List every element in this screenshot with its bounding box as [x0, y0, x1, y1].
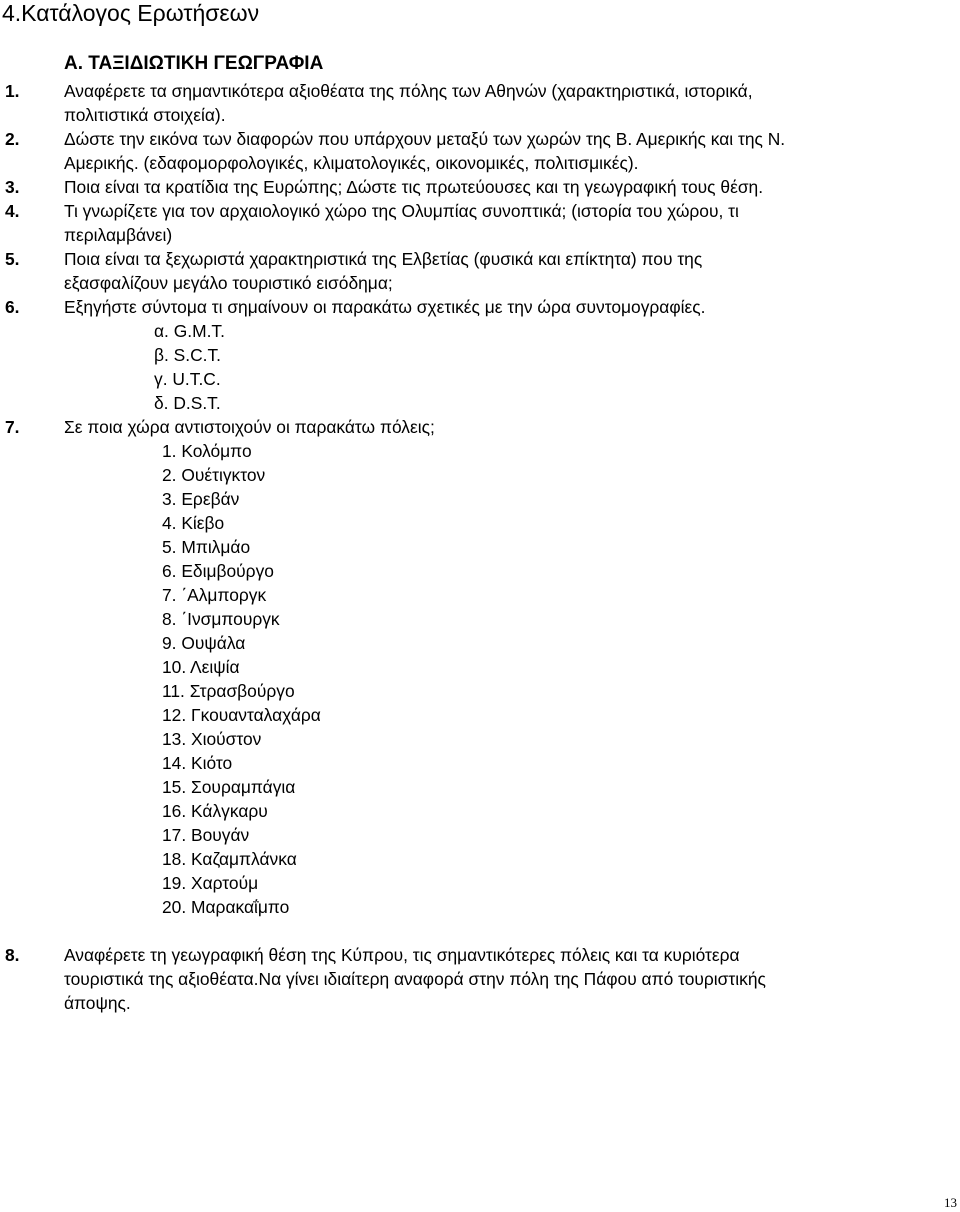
city-item: 11. Στρασβούργο	[162, 681, 295, 701]
question-text-line: Δώστε την εικόνα των διαφορών που υπάρχουν μεταξύ των χωρών της Β. Αμερικής και της Ν.	[64, 129, 786, 149]
city-item: 15. Σουραμπάγια	[162, 777, 296, 797]
question-6	[0, 295, 900, 415]
page-title: 4.Κατάλογος Ερωτήσεων	[2, 0, 260, 26]
question-text-line: Ποια είναι τα ξεχωριστά χαρακτηριστικά της Ελβετίας (φυσικά και επίκτητα) που της	[64, 249, 703, 269]
question-4	[0, 199, 900, 247]
city-item: 14. Κιότο	[162, 753, 233, 773]
city-item: 9. Ουψάλα	[162, 633, 246, 653]
question-text-line: εξασφαλίζουν μεγάλο τουριστικό εισόδημα;	[64, 273, 393, 293]
city-item: 18. Καζαμπλάνκα	[162, 849, 297, 869]
city-item: 16. Κάλγκαρυ	[162, 801, 268, 821]
question-number: 4.	[5, 201, 20, 221]
question-text-line: περιλαμβάνει)	[64, 225, 173, 245]
question-number: 3.	[5, 177, 20, 197]
city-item: 8. ΄Ινσμπουργκ	[162, 609, 280, 629]
abbreviation-item: β. S.C.T.	[154, 345, 222, 365]
city-item: 17. Βουγάν	[162, 825, 250, 845]
city-item: 10. Λειψία	[162, 657, 240, 677]
question-text-line: Εξηγήστε σύντομα τι σημαίνουν οι παρακάτω σχετικές με την ώρα συντομογραφίες.	[64, 297, 706, 317]
question-text-line: πολιτιστικά στοιχεία).	[64, 105, 226, 125]
city-item: 2. Ουέτιγκτον	[162, 465, 266, 485]
question-text-line: Αμερικής. (εδαφομορφολογικές, κλιματολογικές, οικονομικές, πολιτισμικές).	[64, 153, 639, 173]
question-number: 5.	[5, 249, 20, 269]
section-heading: Α. ΤΑΞΙΔΙΩΤΙΚΗ ΓΕΩΓΡΑΦΙΑ	[64, 53, 324, 74]
question-text-line: Τι γνωρίζετε για τον αρχαιολογικό χώρο της Ολυμπίας συνοπτικά; (ιστορία του χώρου, τι	[64, 201, 739, 221]
question-5	[0, 247, 900, 295]
city-item: 5. Μπιλμάο	[162, 537, 251, 557]
question-number: 2.	[5, 129, 20, 149]
city-item: 7. ΄Αλμποργκ	[162, 585, 267, 605]
question-2	[0, 127, 900, 175]
question-text-line: Αναφέρετε τη γεωγραφική θέση της Κύπρου, τις σημαντικότερες πόλεις και τα κυριότερα	[64, 945, 740, 965]
question-3	[0, 175, 900, 199]
question-text-line: Ποια είναι τα κρατίδια της Ευρώπης; Δώστε τις πρωτεύουσες και τη γεωγραφική τους θέση.	[64, 177, 764, 197]
question-text-line: τουριστικά της αξιοθέατα.Να γίνει ιδιαίτερη αναφορά στην πόλη της Πάφου από τουριστικής	[64, 969, 766, 989]
abbreviation-item: α. G.M.T.	[154, 321, 225, 341]
abbreviation-item: γ. U.T.C.	[154, 369, 221, 389]
city-item: 4. Κίεβο	[162, 513, 225, 533]
question-text-line: Αναφέρετε τα σημαντικότερα αξιοθέατα της πόλης των Αθηνών (χαρακτηριστικά, ιστορικά,	[64, 81, 753, 101]
question-text-line: άποψης.	[64, 993, 131, 1013]
question-7	[0, 415, 900, 919]
question-1	[0, 79, 900, 127]
question-number: 1.	[5, 81, 20, 101]
city-item: 19. Χαρτούμ	[162, 873, 259, 893]
city-item: 3. Ερεβάν	[162, 489, 240, 509]
question-number: 7.	[5, 417, 20, 437]
city-item: 20. Μαρακαΐμπο	[162, 897, 290, 917]
spacer	[0, 919, 900, 943]
question-text-line: Σε ποια χώρα αντιστοιχούν οι παρακάτω πόλεις;	[64, 417, 435, 437]
question-8	[0, 943, 900, 1015]
city-item: 1. Κολόμπο	[162, 441, 252, 461]
question-number: 6.	[5, 297, 20, 317]
city-item: 12. Γκουανταλαχάρα	[162, 705, 321, 725]
page-number: 13	[944, 1195, 957, 1210]
question-list	[0, 79, 900, 1015]
abbreviation-item: δ. D.S.T.	[154, 393, 221, 413]
city-item: 6. Εδιμβούργο	[162, 561, 274, 581]
city-item: 13. Χιούστον	[162, 729, 262, 749]
question-number: 8.	[5, 945, 20, 965]
